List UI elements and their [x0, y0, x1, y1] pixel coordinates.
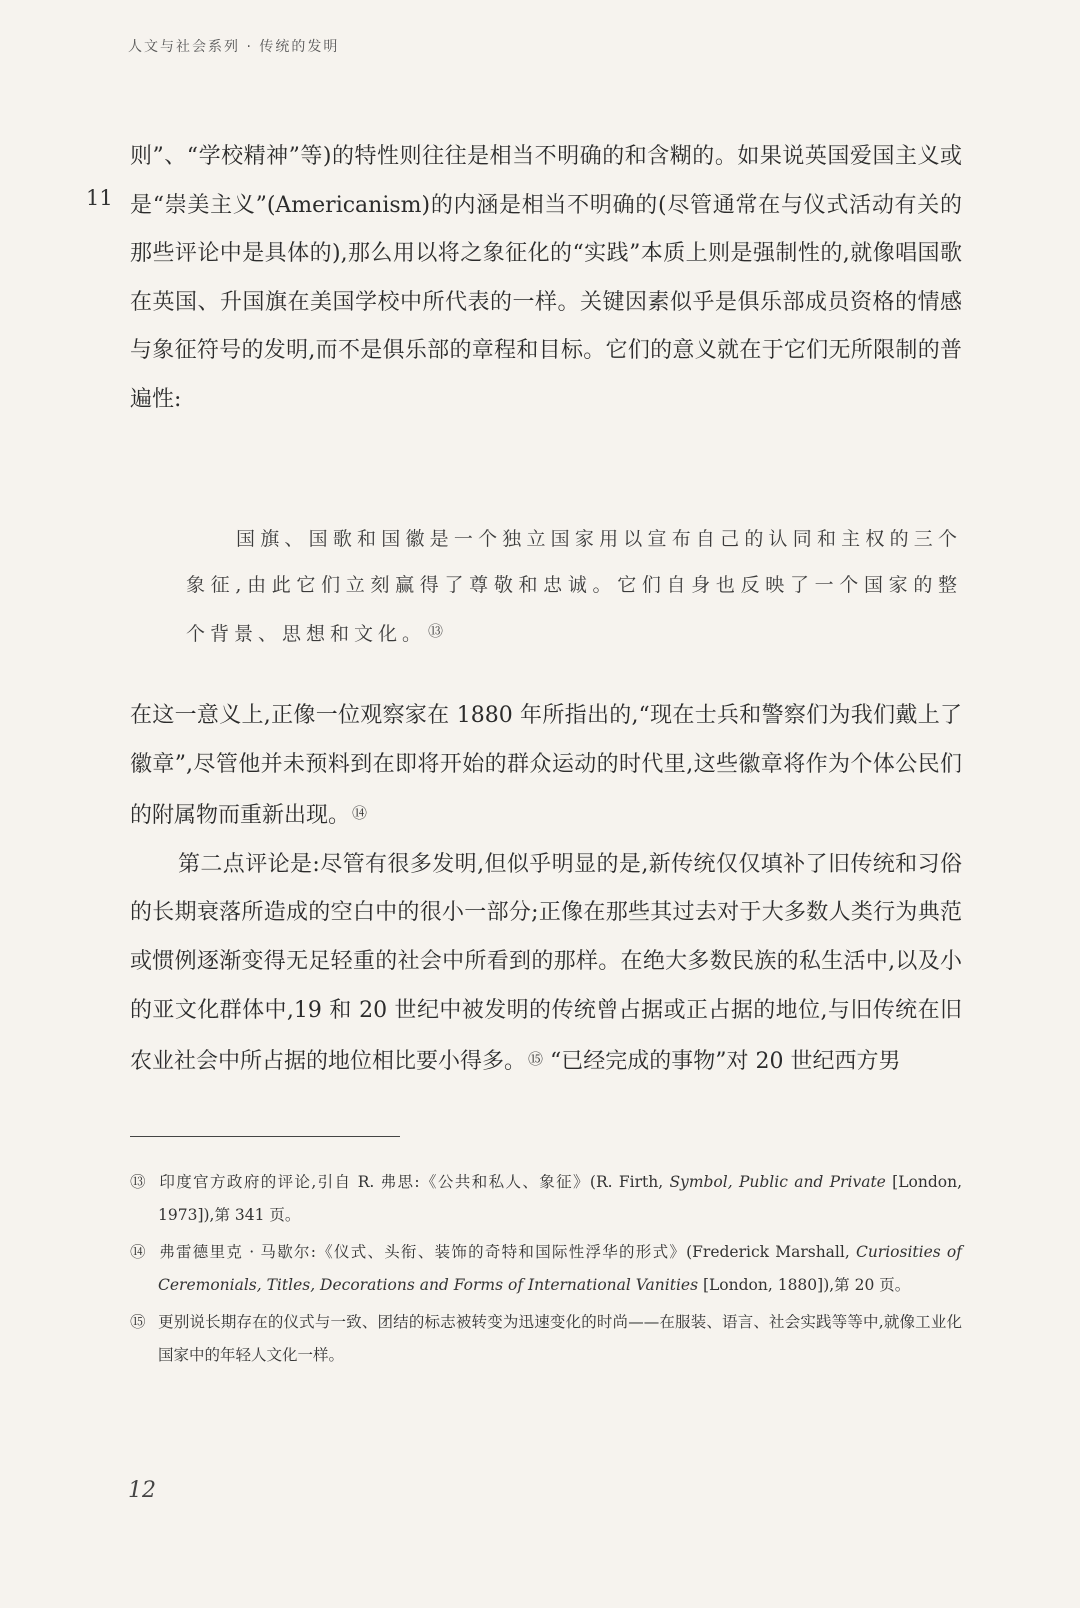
running-head: 人文与社会系列 · 传统的发明 [128, 39, 340, 55]
footnote-15-text: 更别说长期存在的仪式与一致、团结的标志被转变为迅速变化的时尚——在服装、语言、社会实践等等中,就像工业化国家中的年轻人文化一样。 [158, 1313, 962, 1364]
footnote-13-text: 印度官方政府的评论,引自 R. 弗思:《公共和私人、象征》(R. Firth, [158, 1173, 670, 1191]
footnote-13-source: Symbol, Public and Private [669, 1173, 886, 1191]
footnote-14-text: 弗雷德里克 · 马歇尔:《仪式、头衔、装饰的奇特和国际性浮华的形式》(Frederick Marshall, [158, 1243, 856, 1261]
block-quote [186, 516, 962, 657]
footnote-15-mark: ⑮ [130, 1313, 146, 1331]
paragraph-1-text: 则”、“学校精神”等)的特性则往往是相当不明确的和含糊的。如果说英国爱国主义或是“崇美主义”(Americanism)的内涵是相当不明确的(尽管通常在与仪式活动有关的那些评论中是具体的),那么用以将之象征化的“实践”本质上则是强制性的,就像唱国歌在英国、升国旗在美国学校中所代表的一样。关键因素似乎是俱乐部成员资格的情感与象征符号的发明,而不是俱乐部的章程和目标。它们的意义就在于它们无所限制的普遍性: [130, 144, 962, 412]
paragraph-2-text: 在这一意义上,正像一位观察家在 1880 年所指出的,“现在士兵和警察们为我们戴上了徽章”,尽管他并未预料到在即将开始的群众运动的时代里,这些徽章将作为个体公民们的附属物而重新出现。 [130, 703, 962, 829]
paragraph-1 [130, 133, 962, 425]
body-continued [130, 692, 962, 1087]
footnote-ref-14[interactable]: ⑭ [352, 804, 368, 823]
footnote-13-tail: [London, 1973]),第 341 页。 [158, 1173, 962, 1224]
footnote-14 [130, 1236, 962, 1302]
page-number: 12 [128, 1478, 156, 1503]
footnotes [130, 1166, 962, 1376]
footnote-13 [130, 1166, 962, 1232]
footnote-divider [130, 1136, 400, 1137]
paragraph-3-text-a: 第二点评论是:尽管有很多发明,但似乎明显的是,新传统仅仅填补了旧传统和习俗的长期衰落所造成的空白中的很小一部分;正像在那些其过去对于大多数人类行为典范或惯例逐渐变得无足轻重的社会中所看到的那样。在绝大多数民族的私生活中,以及小的亚文化群体中,19 和 20 世纪中被发明的传统曾占据或正占据的地位,与旧传统在旧农业社会中所占据的地位相比要小得多。 [130, 851, 962, 1075]
footnote-14-tail: [London, 1880]),第 20 页。 [698, 1276, 911, 1294]
footnote-14-mark: ⑭ [130, 1243, 146, 1261]
quote-text: 国旗、国歌和国徽是一个独立国家用以宣布自己的认同和主权的三个象征,由此它们立刻赢得了尊敬和忠诚。它们自身也反映了一个国家的整个背景、思想和文化。 [186, 528, 962, 645]
margin-page-number: 11 [86, 186, 113, 210]
footnote-14-source: Curiosities of Ceremonials, Titles, Decorations and Forms of International Vanities [158, 1243, 962, 1294]
paragraph-2 [130, 692, 962, 841]
paragraph-3-text-b: “已经完成的事物”对 20 世纪西方男 [550, 1049, 901, 1075]
footnote-13-mark: ⑬ [130, 1173, 146, 1191]
footnote-15 [130, 1306, 962, 1372]
paragraph-3 [130, 841, 962, 1087]
footnote-ref-13[interactable]: ⑬ [428, 622, 449, 640]
block-quote-text [186, 516, 962, 657]
footnote-ref-15[interactable]: ⑮ [528, 1050, 544, 1069]
